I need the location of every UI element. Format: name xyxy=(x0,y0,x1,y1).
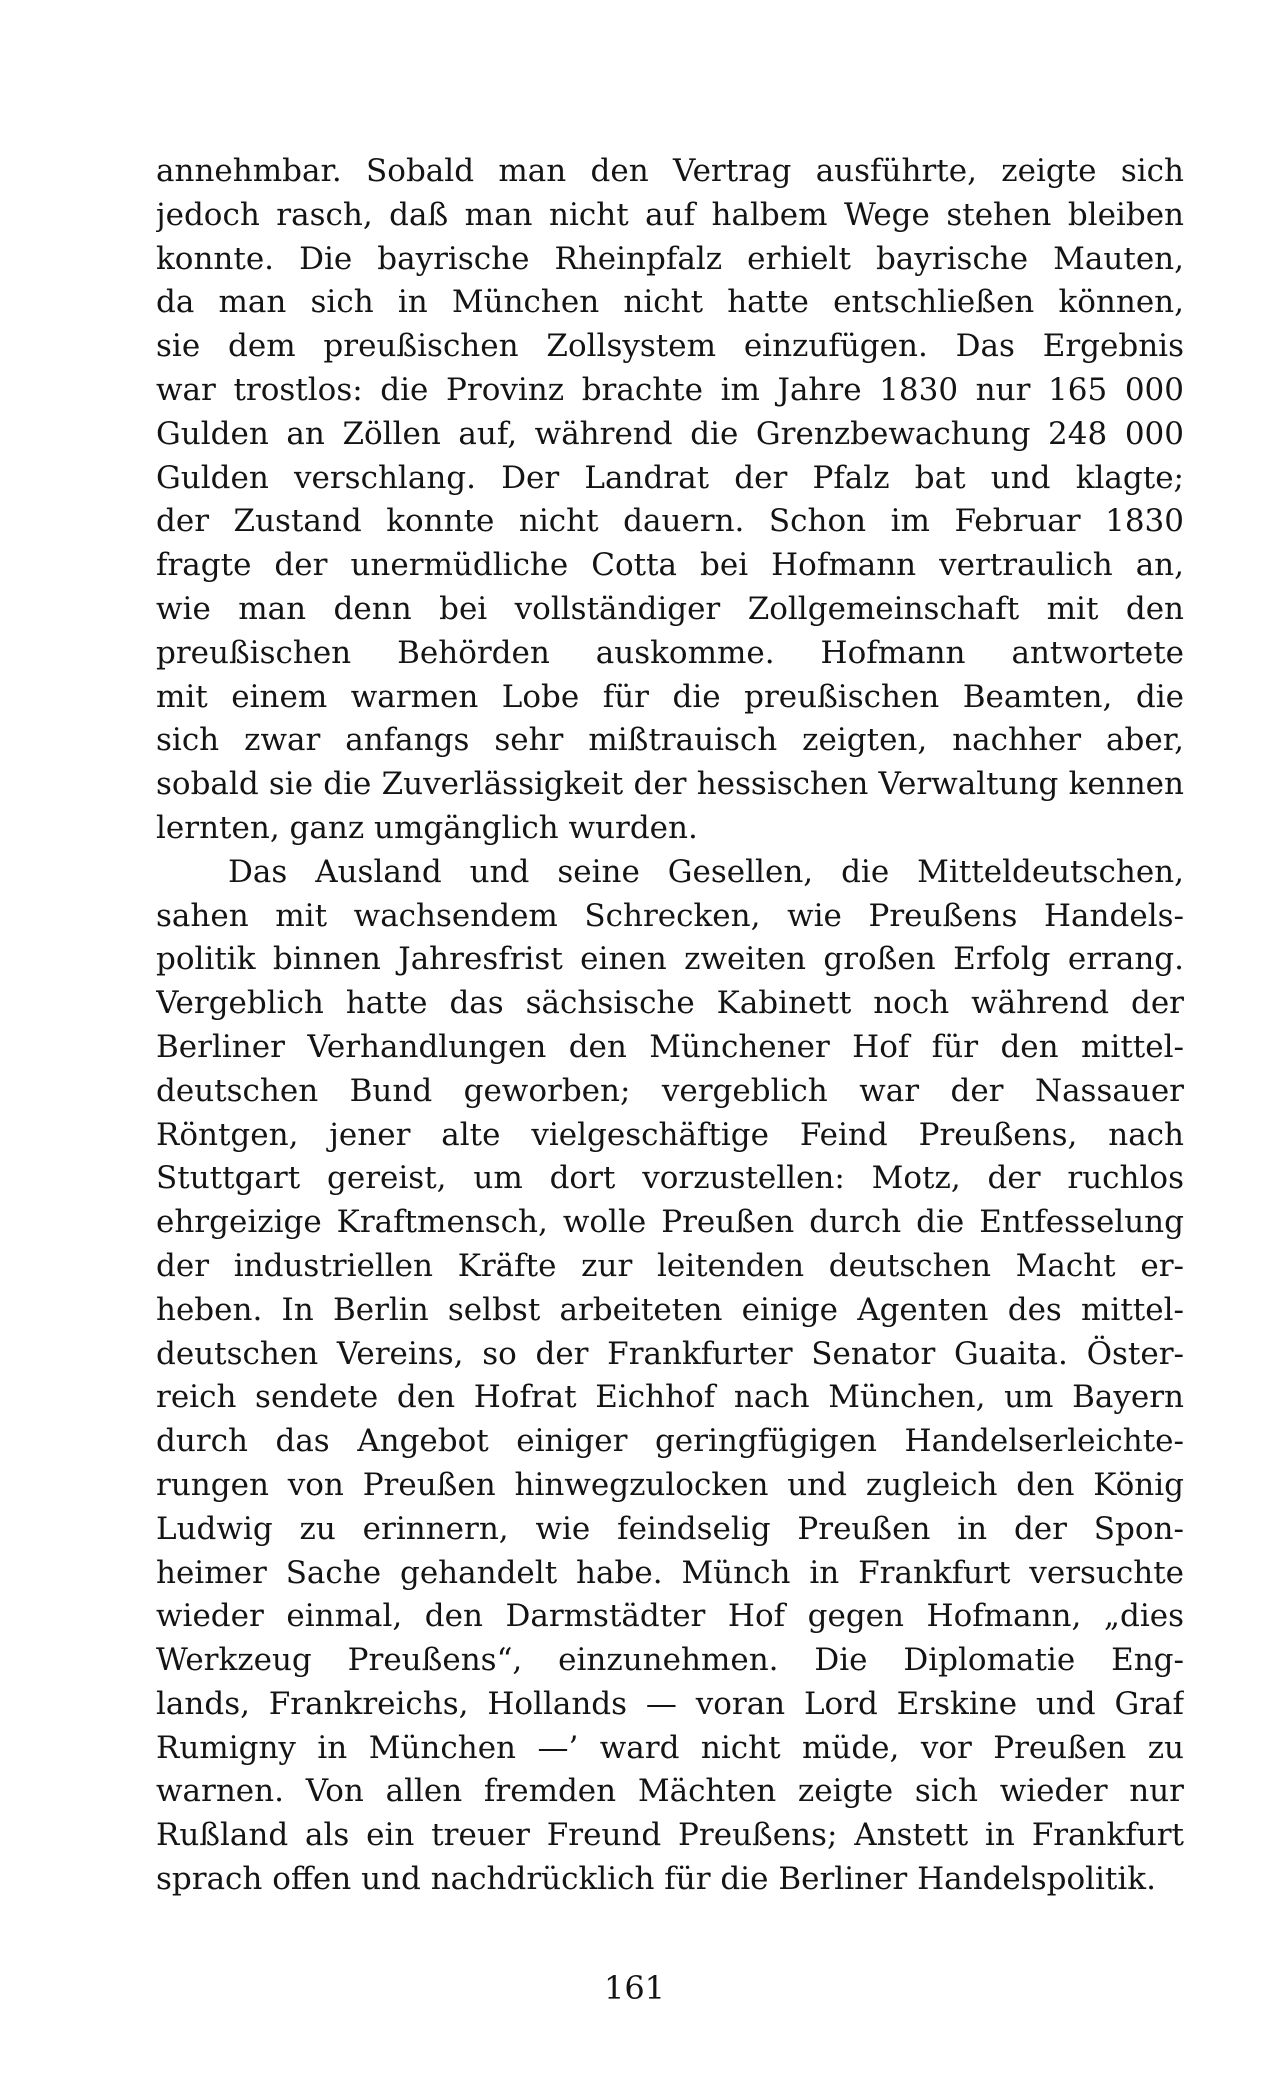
paragraph xyxy=(156,150,1184,851)
text-line: Vergeblich hatte das sächsische Kabinett noch während der xyxy=(156,985,1184,1022)
text-line: der Zustand konnte nicht dauern. Schon im Februar 1830 xyxy=(156,503,1184,540)
text-line: annehmbar. Sobald man den Vertrag ausführte, zeigte sich xyxy=(156,153,1184,189)
text-line: reich sendete den Hofrat Eichhof nach München, um Bayern xyxy=(156,1379,1184,1416)
text-line: jedoch rasch, daß man nicht auf halbem Wege stehen bleiben xyxy=(156,196,1184,233)
text-line: wieder einmal, den Darmstädter Hof gegen Hofmann, „dies xyxy=(156,1598,1184,1635)
text-line: durch das Angebot einiger geringfügigen Handelserleichte- xyxy=(156,1423,1184,1460)
text-line: politik binnen Jahresfrist einen zweiten großen Erfolg errang. xyxy=(156,941,1184,978)
text-line: sie dem preußischen Zollsystem einzufügen. Das Ergebnis xyxy=(156,328,1184,365)
text-line: Stuttgart gereist, um dort vorzustellen: Motz, der ruchlos xyxy=(156,1160,1184,1197)
text-line: Ludwig zu erinnern, wie feindselig Preußen in der Spon- xyxy=(156,1510,1184,1547)
body-text xyxy=(156,150,1184,1902)
text-line: rungen von Preußen hinwegzulocken und zugleich den König xyxy=(156,1466,1184,1503)
text-line: ehrgeizige Kraftmensch, wolle Preußen durch die Entfesselung xyxy=(156,1204,1184,1241)
text-line: Gulden verschlang. Der Landrat der Pfalz bat und klagte; xyxy=(156,459,1184,496)
text-line: Werkzeug Preußens“, einzunehmen. Die Diplomatie Eng- xyxy=(156,1642,1184,1679)
text-line: Das Ausland und seine Gesellen, die Mitteldeutschen, xyxy=(228,853,1184,890)
text-line: mit einem warmen Lobe für die preußischen Beamten, die xyxy=(156,678,1184,715)
text-line: Röntgen, jener alte vielgeschäftige Feind Preußens, nach xyxy=(156,1116,1184,1153)
text-line: Rußland als ein treuer Freund Preußens; Anstett in Frankfurt xyxy=(156,1817,1184,1854)
text-line: lands, Frankreichs, Hollands — voran Lord Erskine und Graf xyxy=(156,1685,1184,1722)
text-line: Gulden an Zöllen auf, während die Grenzbewachung 248 000 xyxy=(156,415,1184,452)
text-line: Berliner Verhandlungen den Münchener Hof für den mittel- xyxy=(156,1028,1184,1065)
page-number: 161 xyxy=(603,1969,666,2007)
text-line: preußischen Behörden auskomme. Hofmann antwortete xyxy=(156,634,1184,671)
text-line: warnen. Von allen fremden Mächten zeigte sich wieder nur xyxy=(156,1773,1184,1810)
text-line: deutschen Bund geworben; vergeblich war der Nassauer xyxy=(156,1072,1184,1109)
text-line: sahen mit wachsendem Schrecken, wie Preußens Handels- xyxy=(156,897,1184,934)
text-line: heben. In Berlin selbst arbeiteten einige Agenten des mittel- xyxy=(156,1291,1184,1328)
text-line: da man sich in München nicht hatte entschließen können, xyxy=(156,284,1184,321)
paragraph xyxy=(156,851,1184,1902)
text-line: fragte der unermüdliche Cotta bei Hofmann vertraulich an, xyxy=(156,547,1184,584)
text-line: heimer Sache gehandelt habe. Münch in Frankfurt versuchte xyxy=(156,1554,1184,1591)
text-line: der industriellen Kräfte zur leitenden deutschen Macht er- xyxy=(156,1247,1184,1284)
text-line: konnte. Die bayrische Rheinpfalz erhielt bayrische Mauten, xyxy=(156,240,1184,277)
text-line: lernten, ganz umgänglich wurden. xyxy=(156,809,698,846)
text-line: war trostlos: die Provinz brachte im Jahre 1830 nur 165 000 xyxy=(156,371,1184,408)
text-line: wie man denn bei vollständiger Zollgemeinschaft mit den xyxy=(156,590,1184,627)
text-line: sich zwar anfangs sehr mißtrauisch zeigten, nachher aber, xyxy=(156,722,1184,759)
text-line: sobald sie die Zuverlässigkeit der hessischen Verwaltung kennen xyxy=(156,766,1184,803)
text-line: sprach offen und nachdrücklich für die Berliner Handelspolitik. xyxy=(156,1861,1156,1898)
text-line: deutschen Vereins, so der Frankfurter Senator Guaita. Öster- xyxy=(156,1335,1184,1372)
text-line: Rumigny in München —’ ward nicht müde, vor Preußen zu xyxy=(156,1729,1184,1766)
